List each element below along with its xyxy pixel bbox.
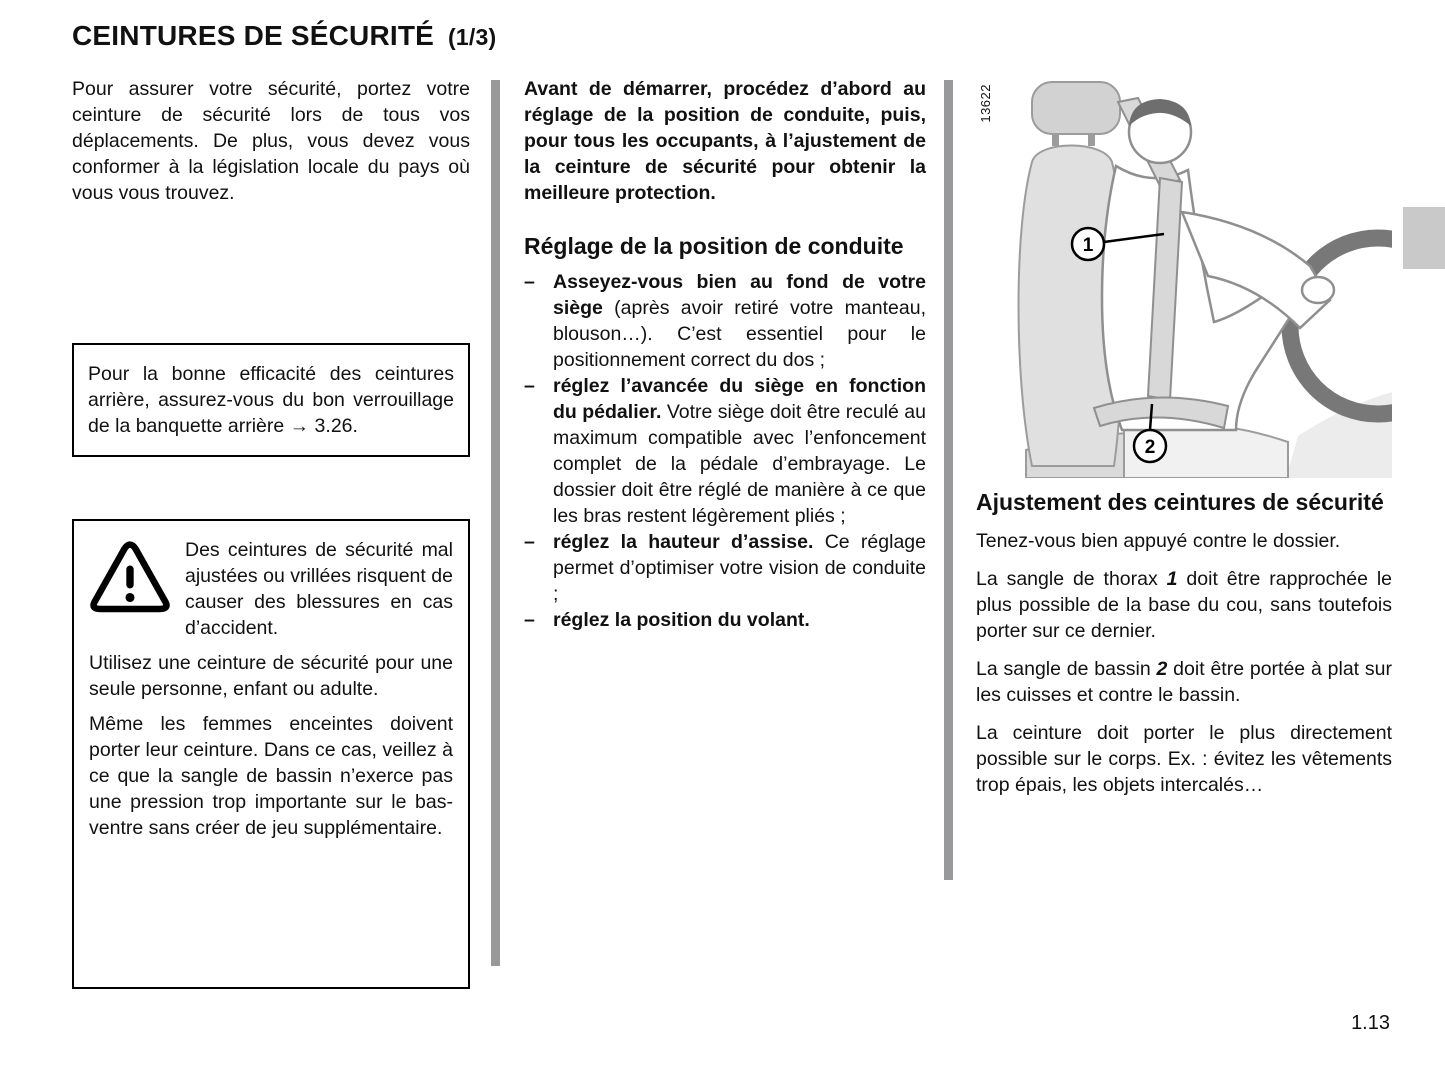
paragraph-dossier: Tenez-vous bien appuyé contre le dossier. <box>976 530 1341 552</box>
pre-drive-notice: Avant de démarrer, procédez d’abord au réglage de la position de conduite, puis, pour tous les occupants, à l’ajustement de la ceinture de sécurité pour obtenir la meilleure protection. <box>524 78 926 204</box>
bullet-lead: réglez l’avancée du siège en fonction du pédalier. <box>553 375 926 423</box>
paragraph-thorax <box>976 566 1392 644</box>
heading-reglage-position: Réglage de la position de conduite <box>524 233 904 259</box>
heading-ajustement: Ajustement des ceintures de sécurité <box>976 489 1384 515</box>
bullet-rest: Ce réglage permet d’optimiser votre vision de conduite ; <box>553 531 926 605</box>
paragraph-bassin <box>976 656 1392 708</box>
bullet-rest: Votre siège doit être reculé au maximum compatible avec l’enfoncement complet de la pédale d’embrayage. Le dossier doit être réglé de manière à ce que les bras restent légèrement pliés ; <box>553 401 926 527</box>
page-title-suffix: (1/3) <box>448 24 497 50</box>
callout-2-label: 2 <box>1144 437 1156 458</box>
cross-reference: → 3.26. <box>289 415 358 437</box>
paragraph-thorax-post: doit être rapprochée le plus possible de la base du cou, sans toutefois porter sur ce dernier. <box>976 568 1392 642</box>
paragraph-thorax-pre: La sangle de thorax <box>976 568 1167 590</box>
note-text-main: Pour la bonne efficacité des ceintures arrière, assurez-vous du bon verrouillage de la banquette arrière <box>88 363 454 437</box>
bullet-item <box>524 269 926 373</box>
bullet-lead: réglez la hauteur d’assise. <box>553 531 814 553</box>
bullet-dash: – <box>524 531 535 553</box>
figure-code-label: 13622 <box>978 84 993 123</box>
driver-seatbelt-drawing <box>976 76 1392 478</box>
rear-seat-note-box <box>72 343 470 457</box>
paragraph-bassin-post: doit être portée à plat sur les cuisses et contre le bassin. <box>976 658 1392 706</box>
belt-ref-2: 2 <box>1156 658 1168 680</box>
bullet-dash: – <box>524 609 535 631</box>
driver-hand <box>1302 277 1334 303</box>
page-number: 1.13 <box>1351 1012 1390 1034</box>
warning-paragraph-2: Utilisez une ceinture de sécurité pour une seule personne, enfant ou adulte. <box>89 652 453 700</box>
warning-box <box>72 519 470 989</box>
bullet-item <box>524 607 926 633</box>
bullet-text <box>553 607 926 633</box>
column-divider-left <box>491 80 500 966</box>
bullet-text <box>553 529 926 607</box>
warning-triangle-icon <box>89 539 171 643</box>
bullet-lead: réglez la position du volant. <box>553 609 810 631</box>
paragraph-vetements: La ceinture doit porter le plus directement possible sur le corps. Ex. : évitez les vêtements trop épais, les objets intercalés… <box>976 722 1392 796</box>
page-title-text: CEINTURES DE SÉCURITÉ <box>72 20 435 51</box>
warning-paragraph-1: Des ceintures de sécurité mal ajustées ou vrillées risquent de causer des blessures en cas d’accident. <box>185 539 453 639</box>
note-text <box>88 361 454 439</box>
bullet-text <box>553 373 926 529</box>
paragraph-bassin-pre: La sangle de bassin <box>976 658 1157 680</box>
driving-position-column <box>524 76 926 633</box>
intro-paragraph: Pour assurer votre sécurité, portez votre ceinture de sécurité lors de tous vos déplacements. De plus, vous devez vous conformer à la législation locale du pays où vous vous trouvez. <box>72 78 470 204</box>
bullet-rest: (après avoir retiré votre manteau, blouson…). C’est essentiel pour le positionnement correct du dos ; <box>553 297 926 371</box>
column-divider-right <box>944 80 953 880</box>
bullet-dash: – <box>524 271 535 293</box>
belt-adjustment-column <box>976 76 1392 798</box>
callout-1-label: 1 <box>1082 235 1094 256</box>
headrest <box>1032 82 1120 134</box>
bullet-item <box>524 373 926 529</box>
bullet-text <box>553 269 926 373</box>
bullet-item <box>524 529 926 607</box>
warning-paragraph-3: Même les femmes enceintes doivent porter leur ceinture. Dans ce cas, veillez à ce que la sangle de bassin n’exerce pas une pression trop importante sur le bas-ventre sans créer de jeu supplémentaire. <box>89 713 453 839</box>
seatbelt-illustration <box>976 76 1392 478</box>
bullet-dash: – <box>524 375 535 397</box>
bullet-list <box>524 269 926 633</box>
bullet-lead: Asseyez-vous bien au fond de votre siège <box>553 271 926 319</box>
chapter-tab-marker <box>1403 207 1445 269</box>
belt-ref-1: 1 <box>1166 568 1178 590</box>
page-title <box>72 20 496 52</box>
